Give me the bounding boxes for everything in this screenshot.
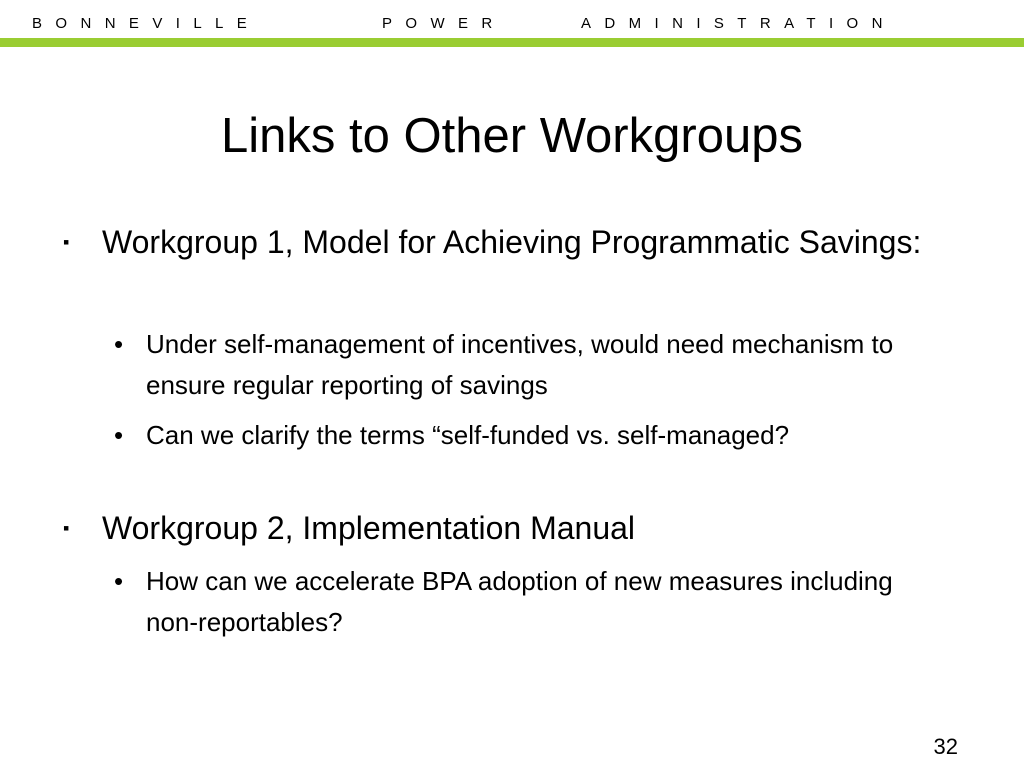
slide-title: Links to Other Workgroups [221, 109, 803, 163]
bullet-text: Workgroup 1, Model for Achieving Programmatic Savings: [102, 224, 922, 260]
org-name-word-3: ADMINISTRATION [581, 15, 896, 32]
org-name-word-1: BONNEVILLE [32, 15, 261, 32]
dot-bullet-icon: • [114, 329, 124, 359]
bullet-text: Workgroup 2, Implementation Manual [102, 510, 636, 546]
square-bullet-icon: ▪ [63, 232, 70, 252]
square-bullet-icon: ▪ [63, 518, 70, 538]
organization-header [0, 13, 1024, 35]
sub-bullet-text: How can we accelerate BPA adoption of new measures including non-reportables? [146, 566, 893, 637]
dot-bullet-icon: • [114, 566, 124, 596]
page-number: 32 [933, 734, 958, 759]
org-name-word-2: POWER [382, 15, 506, 32]
header-divider [0, 38, 1024, 47]
sub-bullet-text: Can we clarify the terms “self-funded vs. self-managed? [146, 420, 790, 450]
dot-bullet-icon: • [114, 420, 124, 450]
sub-bullet-text: Under self-management of incentives, would need mechanism to ensure regular reporting of savings [146, 329, 894, 400]
